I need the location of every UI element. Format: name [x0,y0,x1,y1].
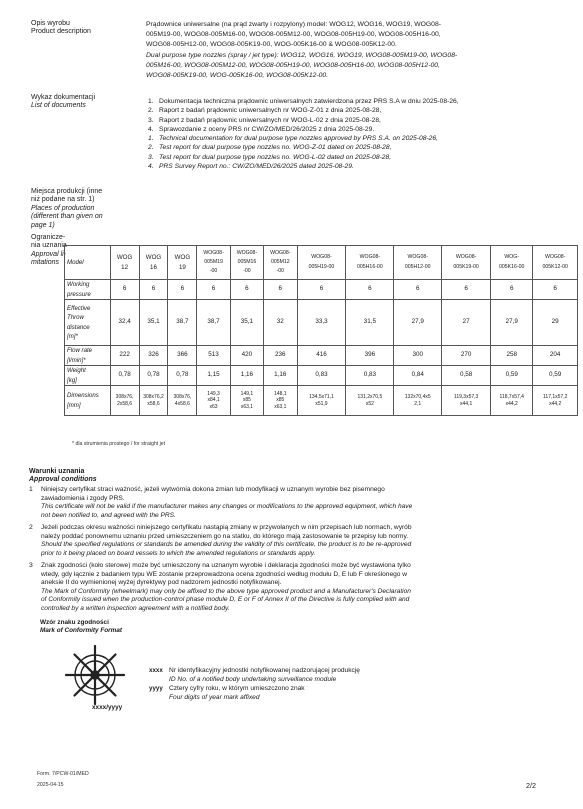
condition-line-en: The Mark of Conformity (wheelmark) may only be affixed to the above type approved product and a Manufacturer's Declaration [41,587,411,595]
cell-line: 2,1 [414,400,422,407]
document-number: 2. [148,107,154,115]
document-item [148,153,438,162]
condition-line-en: not been notified to, and agreed with the PRS. [41,511,176,519]
row-label-line: Effective [67,305,91,313]
table-cell [264,386,297,416]
model-header-cell [442,246,491,280]
documents-list-pl [148,97,459,135]
document-text: Raport z badań prądownic uniwersalnych nr WOG-Z-01 z dnia 2025-08-28, [159,107,382,115]
row-label [65,386,111,416]
table-cell: 396 [346,346,394,366]
document-number: 3. [148,116,154,124]
condition-line-en: This certificate will not be valid if the manufacturer makes any changes or modifications to the approved equipment, which have [41,503,413,510]
row-label-line: Weight [67,367,86,375]
document-item [148,106,459,115]
table-cell: 0,84 [394,366,442,386]
model-name-part: WOG08- [455,254,477,261]
document-text: Test report for dual purpose type nozzles no. WOG-L-02 dated on 2025-08-28, [159,153,392,161]
product-label: Opis wyrobu Product description [31,20,91,36]
condition-line-pl: zawiadomienia i zgody PRS. [41,494,125,502]
model-header-cell [533,246,578,280]
row-label [65,366,111,386]
cell-line: 117,1x57,2 [543,394,568,401]
row-label-line: Model [67,258,84,266]
table-cell: 29 [533,300,578,346]
mark-title: Wzór znaku zgodności Mark of Conformity Format [40,619,123,635]
model-header-cell [394,246,442,280]
model-name-part: 19 [178,263,186,271]
condition-line-pl: Jeżeli podczas okresu ważności niniejszego certyfikatu nastąpią zmiany w przywołanych w nim przepisach lub normach, wyrób [41,524,412,531]
table-cell: 1,16 [264,366,297,386]
document-item [148,143,438,152]
model-name-part: 005H16-00 [357,263,383,270]
model-name-part: 005K19-00 [453,263,479,270]
condition-text [41,562,569,613]
cell-line: x63,1 [240,403,254,410]
table-cell: 6 [346,280,394,300]
document-item [148,134,438,143]
condition-number: 3 [29,562,33,569]
documents-label: Wykaz dokumentacji List of documents [31,94,96,110]
table-cell: 0,78 [139,366,168,386]
legend-text [169,685,305,702]
table-cell: 6 [491,280,533,300]
product-line-en: 005M16-00, WOG08-005M12-00, WOG08-005H19-00, WOG08-005H16-00, WOG08-005H12-00, [146,61,440,69]
table-cell: 6 [139,280,168,300]
wheel-spoke [74,678,92,696]
model-name-part: WOG08- [236,249,258,256]
condition-item [29,524,569,558]
cell-line: x58,6 [147,400,160,407]
document-text: Test report for dual purpose type nozzles no. WOG-Z-01 dated on 2025-08-28, [159,144,392,152]
condition-line-en: prior to it being placed on board vessels to which the amended regulations or standards apply. [41,549,316,557]
condition-line-pl: należy poddać ponownemu uznaniu przed umieszczeniem go na statku, do którego mają zastosowanie te przepisy lub normy. [41,532,409,540]
cell-line: x84,1 [207,397,220,404]
condition-text [41,524,569,558]
table-cell: 0,58 [442,366,491,386]
cell-line: 308x76, [173,394,192,401]
model-name-part: 16 [150,263,157,271]
table-cell: 6 [110,280,139,300]
table-cell: 0,78 [110,366,139,386]
model-name-part: 12 [121,263,129,271]
cell-line: x85 [276,397,285,404]
table-cell [394,386,442,416]
model-name-part: WOG08- [359,254,381,261]
table-cell [442,386,491,416]
legend-pl: Nr identyfikacyjny jednostki notyfikowanej nadzorującej produkcję [169,667,360,674]
model-name-part: WOG [116,254,133,262]
table-cell: 420 [230,346,263,366]
table-cell: 0,59 [491,366,533,386]
table-cell: 6 [197,280,230,300]
table-cell [491,386,533,416]
form-number: Form. 7/PCW-01/MED [37,771,89,777]
model-name-part: 005H19-00 [308,263,335,270]
table-cell: 326 [139,346,168,366]
document-text: Technical documentation for dual purpose type nozzles approved by PRS S.A. on 2025-08-26, [159,135,438,142]
table-cell: 35,1 [230,300,263,346]
cell-line: 131,2x70,5 [357,394,383,401]
table-footnote: * dla strumienia prostego / for straight jet [72,441,166,447]
product-line-pl: WOG08-005H12-00, WOG08-005K19-00, WOG-005K16-00 & WOG08-005K12-00. [146,41,397,49]
model-header-cell [346,246,394,280]
page-number: 2/2 [526,781,536,790]
limitations-label: Ogranicze-nia uznania Approval li-mitations [31,234,67,267]
condition-item [29,562,569,613]
model-name-part: 005M19 [204,258,223,265]
table-cell: 513 [197,346,230,366]
document-number: 1. [148,98,154,105]
model-name-part: 005K12-00 [542,263,568,270]
legend-en: ID No. of a notified body undertaking surveillance module [169,675,337,683]
table-cell [533,386,578,416]
model-name-part: WOG [174,254,191,262]
table-cell: 258 [491,346,533,366]
table-row [65,366,578,386]
table-row [65,346,578,366]
model-header-cell [168,246,197,280]
table-cell: 1,15 [197,366,230,386]
condition-line-en: of Conformity issued when the production-control phase module D, E or F of Annex II of the Directive is fully complied with and [41,596,410,603]
table-cell: 300 [394,346,442,366]
row-label-line: [m]* [67,332,78,340]
model-name-part: WOG- [504,254,520,261]
row-label-line: [mm] [67,401,81,409]
conditions-title: Warunki uznania Approval conditions [29,468,97,484]
row-label-line: Working [67,281,90,289]
table-cell: 6 [168,280,197,300]
model-name-part: 005K16-00 [499,263,525,270]
table-cell: 27,9 [394,300,442,346]
cell-line: 119,3x57,3 [453,394,479,401]
cell-line: 149,1 [240,390,254,397]
document-number: 4. [148,126,154,134]
model-name-part: 005M12 [270,258,290,265]
legend-row [149,685,360,702]
row-label-line: pressure [67,290,91,298]
model-header-cell [491,246,533,280]
table-cell: 0,59 [533,366,578,386]
table-cell: 6 [230,280,263,300]
cell-line: x63,1 [274,403,287,410]
cell-line: 308x76, [115,394,134,401]
table-cell: 27,9 [491,300,533,346]
table-cell: 31,5 [346,300,394,346]
document-number: 2. [148,144,154,152]
document-text: Sprawozdanie z oceny PRS nr CW/ZO/MED/26/2025 z dnia 2025-08-29. [159,126,375,134]
table-cell: 27 [442,300,491,346]
condition-text [41,486,569,520]
cell-line: x44,2 [505,400,518,407]
document-text: Dokumentacja techniczna prądownic uniwersalnych zatwierdzona przez PRS S.A w dniu 2025-08-26, [159,98,459,105]
legend-row [149,667,360,684]
cell-line: 132x70,4x5 [404,394,431,401]
table-cell [230,386,263,416]
table-cell: 366 [168,346,197,366]
condition-item [29,486,569,520]
row-label-line: distance [67,323,90,331]
document-number: 1. [148,135,154,142]
table-cell: 222 [110,346,139,366]
model-name-part: WOG [145,254,162,262]
condition-number: 2 [29,524,33,531]
table-cell [110,386,139,416]
table-cell: 6 [442,280,491,300]
condition-line-pl: Niniejszy certyfikat straci ważność, jeżeli wytwórnia dokona zmian lub modyfikacji w uznanym wyrobie bez pisemnego [41,486,385,493]
cell-line: x44,2 [549,400,562,407]
cell-line: x51,9 [315,400,328,407]
product-line-pl: Prądownice uniwersalne (na prąd zwarty i rozpylony) model: WOG12, WOG16, WOG19, WOG08- [146,21,442,28]
cell-line: 118,7x57,4 [499,394,524,401]
cell-line: 134,5x71,1 [309,394,334,401]
cell-line: 148,1 [274,390,287,397]
table-cell: 0,78 [168,366,197,386]
condition-line-pl: wtedy, gdy łącznie z badaniem typu WE zostanie przeprowadzona ocena zgodności według modułu D, E lub F określonego w [41,570,408,578]
condition-line-en: Should the specified regulations or standards be amended during the validity of this certificate, the product is to be re-approved [41,541,412,548]
product-description [146,20,566,81]
model-name-part: WOG08- [407,254,428,261]
legend-code: xxxx [149,667,163,674]
model-name-part: 005M16 [237,258,257,265]
row-label-line: [kg] [67,376,77,384]
table-cell: 33,3 [297,300,346,346]
model-name-part: WOG08- [311,254,332,261]
cell-line: 308x76,2 [143,394,164,401]
legend-text [169,667,360,684]
table-cell: 416 [297,346,346,366]
cell-line: x44,1 [460,400,473,407]
approval-limitations-table [64,245,578,416]
table-cell: 35,1 [139,300,168,346]
row-label-line: [l/min]* [67,356,86,364]
mark-legend [149,667,360,703]
row-label [65,280,111,300]
model-name-part: WOG08- [270,249,291,256]
table-cell: 38,7 [168,300,197,346]
document-number: 4. [148,163,154,171]
condition-line-pl: Znak zgodności (koło sterowe) może być umieszczony na uznanym wyrobie i deklaracja zgodności może być wystawiona tylko [41,562,411,569]
table-row [65,300,578,346]
row-label [65,346,111,366]
cell-line: x85 [242,397,251,404]
documents-list-en [148,134,438,172]
model-header-cell [297,246,346,280]
model-header-cell [139,246,168,280]
table-cell: 236 [264,346,297,366]
condition-number: 1 [29,486,33,493]
legend-pl: Cztery cyfry roku, w którym umieszczono znak [169,685,305,693]
row-label-line: Flow rate [67,347,93,355]
table-cell: 1,16 [230,366,263,386]
table-cell [168,386,197,416]
table-cell: 0,83 [346,366,394,386]
table-cell [346,386,394,416]
product-line-en: Dual purpose type nozzles (spray / jet type): WOG12, WOG16, WOG19, WOG08-005M19-00, WOG08- [146,51,458,59]
product-line-pl: 005M19-00, WOG08-005M16-00, WOG08-005M12-00, WOG08-005H19-00, WOG08-005H16-00, [146,31,441,39]
row-label-line: Dimensions [67,392,99,400]
document-text: PRS Survey Report no.: CW/ZO/MED/26/2025 dated 2025-08-29. [159,163,354,171]
form-date: 2025-04-15 [37,782,64,788]
table-cell: 38,7 [197,300,230,346]
cell-line: x52 [365,400,374,407]
document-item [148,162,438,171]
document-item [148,97,459,106]
table-cell: 204 [533,346,578,366]
model-header-cell [110,246,139,280]
cell-line: x63 [209,403,218,410]
document-text: Raport z badań prądownic uniwersalnych nr WOG-L-02 z dnia 2025-08-28, [159,116,381,124]
row-label [65,300,111,346]
table-cell [139,386,168,416]
table-cell: 6 [394,280,442,300]
wheel-spoke [74,654,92,672]
table-cell [297,386,346,416]
table-row [65,386,578,416]
table-row [65,246,578,280]
table-cell: 0,83 [297,366,346,386]
table-cell: 6 [533,280,578,300]
cell-line: 149,3 [207,390,220,397]
table-cell [197,386,230,416]
product-line-en: WOG08-005K19-00, WOG-005K16-00, WOG08-005K12-00. [146,72,329,80]
table-row [65,280,578,300]
wheelmark-logo [40,640,150,710]
model-header-cell [264,246,297,280]
model-name-part: 005H12-00 [404,263,431,270]
condition-line-en: controlled by a written inspection agreement with a notified body. [41,604,230,612]
cell-line: 2x58,6 [117,400,133,407]
wheel-spoke [98,678,116,696]
model-name-part: -00 [276,268,285,275]
document-number: 3. [148,153,154,161]
legend-code: yyyy [149,685,163,693]
production-label: Miejsca produkcji (inne niż podane na str. 1) Places of production (different than given on page 1) [31,188,103,229]
legend-en: Four digits of year mark affixed [169,693,260,701]
wheelmark-caption: xxxx/yyyy [92,704,123,711]
row-label [65,246,111,280]
table-cell: 6 [297,280,346,300]
model-header-cell [230,246,263,280]
cell-line: 4x58,6 [174,400,190,407]
document-item [148,116,459,125]
table-cell: 32 [264,300,297,346]
model-header-cell [197,246,230,280]
model-name-part: WOG08- [544,254,566,261]
model-name-part: -00 [243,268,251,275]
table-cell: 32,4 [110,300,139,346]
condition-line-pl: aneksie II do wymienionej wyżej dyrektywy pod nadzorem jednostki notyfikowanej. [41,579,282,586]
table-cell: 6 [264,280,297,300]
wheel-spoke [98,654,116,672]
table-cell: 270 [442,346,491,366]
row-label-line: Throw [67,314,84,322]
model-name-part: WOG08- [203,249,224,256]
model-name-part: -00 [209,268,218,275]
